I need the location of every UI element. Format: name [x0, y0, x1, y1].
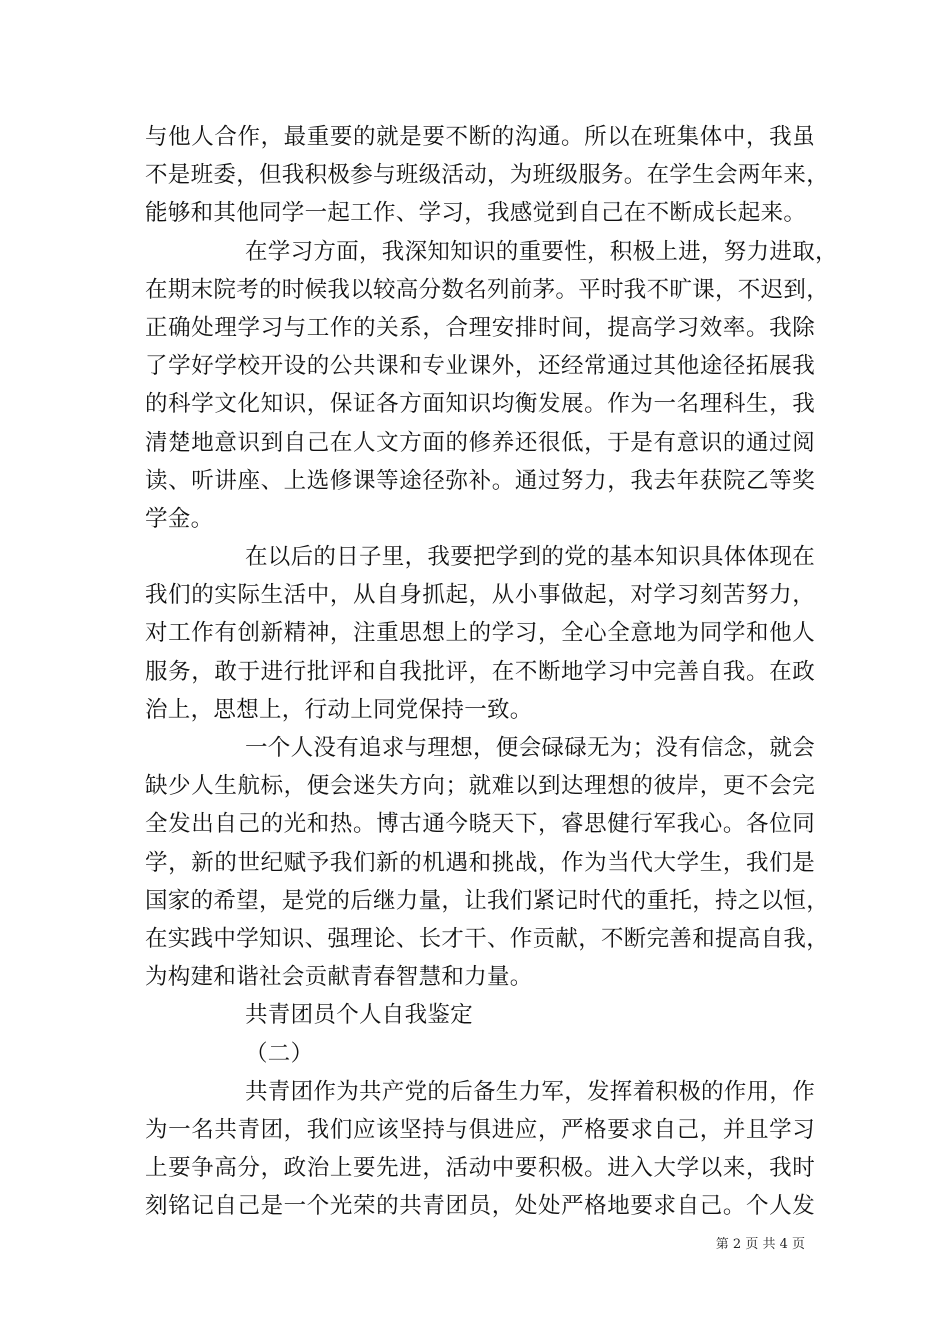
text-line: 共青团作为共产党的后备生力军，发挥着积极的作用，作 — [245, 1078, 816, 1105]
text-line: 了学好学校开设的公共课和专业课外，还经常通过其他途径拓展我 — [145, 353, 815, 380]
text-line: 学，新的世纪赋予我们新的机遇和挑战，作为当代大学生，我们是 — [145, 849, 815, 876]
section-heading: 共青团员个人自我鉴定 — [245, 1002, 474, 1029]
text-line: 在学习方面，我深知知识的重要性，积极上进，努力进取， — [245, 238, 838, 265]
text-line: 对工作有创新精神，注重思想上的学习，全心全意地为同学和他人 — [145, 620, 815, 647]
text-line: 的科学文化知识，保证各方面知识均衡发展。作为一名理科生，我 — [145, 391, 815, 418]
text-line: 我们的实际生活中，从自身抓起，从小事做起，对学习刻苦努力， — [145, 582, 815, 609]
text-line: 服务，敢于进行批评和自我批评，在不断地学习中完善自我。在政 — [145, 658, 815, 685]
text-line: 全发出自己的光和热。博古通今晓天下，睿思健行军我心。各位同 — [145, 811, 815, 838]
text-line: 刻铭记自己是一个光荣的共青团员，处处严格地要求自己。个人发 — [145, 1193, 815, 1220]
text-line: 与他人合作，最重要的就是要不断的沟通。所以在班集体中，我虽 — [145, 124, 815, 150]
text-line: 正确处理学习与工作的关系，合理安排时间，提高学习效率。我除 — [145, 314, 815, 341]
text-line: 学金。 — [145, 505, 214, 532]
page-number-footer: 第 2 页 共 4 页 — [715, 1237, 805, 1252]
text-line: 清楚地意识到自己在人文方面的修养还很低，于是有意识的通过阅 — [145, 429, 815, 456]
text-line: 缺少人生航标，便会迷失方向；就难以到达理想的彼岸，更不会完 — [145, 773, 815, 800]
text-line: 一个人没有追求与理想，便会碌碌无为；没有信念，就会 — [245, 735, 816, 761]
text-line: 读、听讲座、上选修课等途径弥补。通过努力，我去年获院乙等奖 — [145, 467, 815, 494]
text-line: 为一名共青团，我们应该坚持与俱进应，严格要求自己，并且学习 — [145, 1116, 815, 1143]
document-body — [145, 118, 838, 1225]
text-line: 上要争高分，政治上要先进，活动中要积极。进入大学以来，我时 — [145, 1155, 815, 1182]
text-line: 在期末院考的时候我以较高分数名列前茅。平时我不旷课，不迟到， — [145, 276, 830, 303]
text-line: 国家的希望，是党的后继力量，让我们紧记时代的重托，持之以恒， — [145, 887, 830, 914]
text-line: 不是班委，但我积极参与班级活动，为班级服务。在学生会两年来， — [145, 162, 830, 189]
section-number: （二） — [245, 1040, 314, 1067]
text-line: 治上，思想上，行动上同党保持一致。 — [145, 696, 533, 723]
text-line: 为构建和谐社会贡献青春智慧和力量。 — [145, 964, 533, 991]
text-line: 能够和其他同学一起工作、学习，我感觉到自己在不断成长起来。 — [145, 200, 807, 227]
text-line: 在以后的日子里，我要把学到的党的基本知识具体体现在 — [245, 544, 816, 571]
text-line: 在实践中学知识、强理论、长才干、作贡献，不断完善和提高自我， — [145, 925, 830, 952]
